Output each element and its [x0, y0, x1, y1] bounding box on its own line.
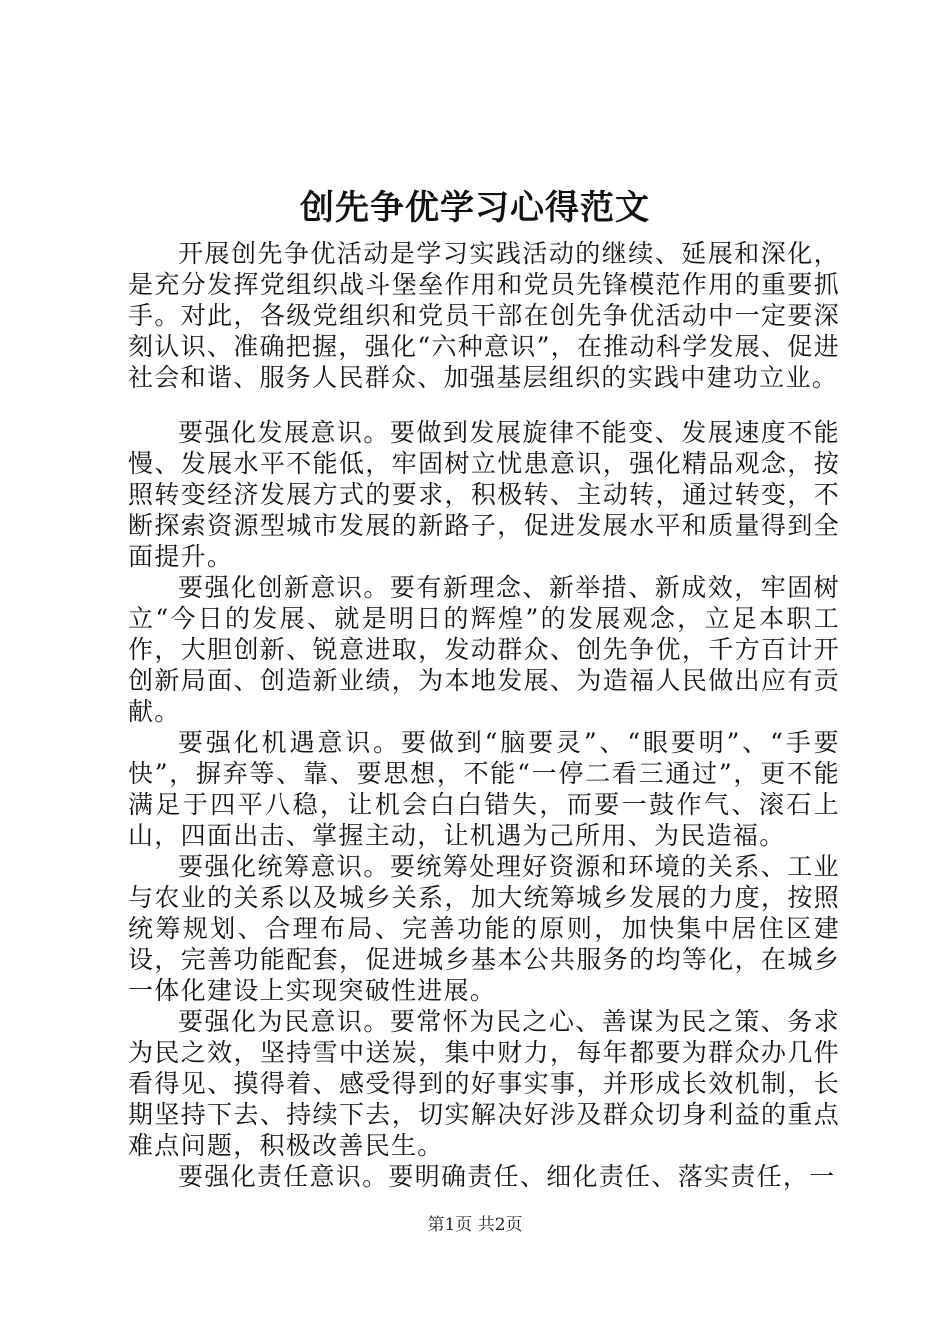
- paragraph-coordination: 要强化统筹意识。要统筹处理好资源和环境的关系、工业与农业的关系以及城乡关系，加大统筹城乡发展的力度，按照统筹规划、合理布局、完善功能的原则，加快集中居住区建设，完善功能配套，促进城乡基本公共服务的均等化，在城乡一体化建设上实现突破性进展。: [128, 852, 840, 1005]
- paragraph-responsibility: 要强化责任意识。要明确责任、细化责任、落实责任，一: [178, 1162, 836, 1191]
- paragraph-intro: 开展创先争优活动是学习实践活动的继续、延展和深化，是充分发挥党组织战斗堡垒作用和党员先锋模范作用的重要抓手。对此，各级党组织和党员干部在创先争优活动中一定要深刻认识、准确把握，强化“六种意识”，在推动科学发展、促进社会和谐、服务人民群众、加强基层组织的实践中建功立业。: [128, 239, 840, 392]
- document-title: 创先争优学习心得范文: [300, 188, 650, 228]
- document-body: [128, 238, 840, 1192]
- paragraph-development: 要强化发展意识。要做到发展旋律不能变、发展速度不能慢、发展水平不能低，牢固树立忧患意识，强化精品观念，按照转变经济发展方式的要求，积极转、主动转，通过转变，不断探索资源型城市发展的新路子，促进发展水平和质量得到全面提升。: [128, 418, 840, 571]
- paragraph-innovation: 要强化创新意识。要有新理念、新举措、新成效，牢固树立“今日的发展、就是明日的辉煌”的发展观念，立足本职工作，大胆创新、锐意进取，发动群众、创先争优，千方百计开创新局面、创造新业绩，为本地发展、为造福人民做出应有贡献。: [128, 573, 840, 726]
- page-number-footer: 第1页 共2页: [427, 1215, 523, 1235]
- paragraph-people: 要强化为民意识。要常怀为民之心、善谋为民之策、务求为民之效，坚持雪中送炭，集中财力，每年都要为群众办几件看得见、摸得着、感受得到的好事实事，并形成长效机制，长期坚持下去、持续下去，切实解决好涉及群众切身利益的重点难点问题，积极改善民生。: [128, 1007, 840, 1160]
- paragraph-opportunity: 要强化机遇意识。要做到“脑要灵”、“眼要明”、“手要快”，摒弃等、靠、要思想，不能“一停二看三通过”，更不能满足于四平八稳，让机会白白错失，而要一鼓作气、滚石上山，四面出击、掌握主动，让机遇为己所用、为民造福。: [128, 728, 840, 850]
- paragraph-gap: [128, 393, 840, 417]
